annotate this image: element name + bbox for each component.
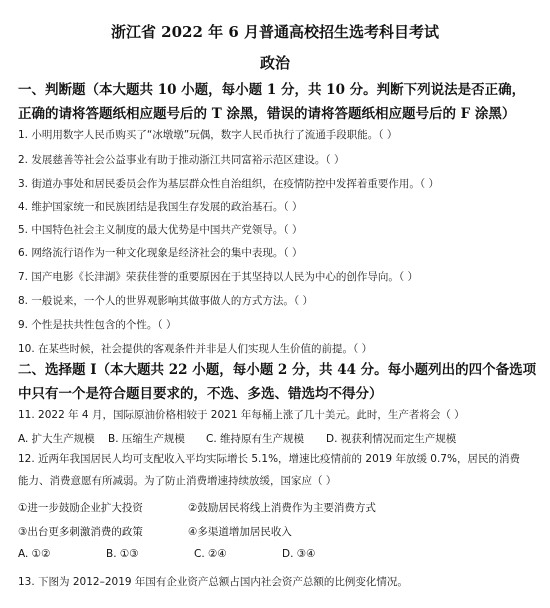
q12-choices-row1	[18, 500, 376, 515]
section1-heading: 一、判断题（本大题共 10 小题，每小题 1 分，共 10 分。判断下列说法是否正确，正确的请将答题纸相应题号后的 T 涂黑，错误的请将答题纸相应题号后的 F 涂黑）	[18, 82, 526, 122]
question-item: 8. 一般说来，一个人的世界观影响其做事做人的方式方法。（ ）	[18, 295, 313, 307]
q12-choices-row2	[18, 524, 292, 539]
question-item: 3. 街道办事处和居民委员会作为基层群众性自治组织，在疫情防控中发挥着重要作用。（ ）	[18, 178, 439, 190]
option-a: A. ①②	[18, 548, 51, 560]
question-item: 1. 小明用数字人民币购买了“冰墩墩”玩偶，数字人民币执行了流通手段职能。（ ）	[18, 129, 398, 141]
option-c: C. 维持原有生产规模	[206, 433, 305, 445]
option-a: A. 扩大生产规模	[18, 433, 95, 445]
exam-title: 浙江省 2022 年 6 月普通高校招生选考科目考试	[110, 23, 440, 41]
section2-heading: 二、选择题 I（本大题共 22 小题，每小题 2 分，共 44 分。每小题列出的四个备选项中只有一个是符合题目要求的，不选、多选、错选均不得分）	[18, 362, 537, 402]
question-item: 4. 维护国家统一和民族团结是我国生存发展的政治基石。（ ）	[18, 201, 303, 213]
choice-4: ④多渠道增加居民收入	[188, 526, 292, 538]
q12-stem: 12. 近两年我国居民人均可支配收入平均实际增长 5.1%，增速比疫情前的 2019 年放缓 0.7%，居民的消费能力、消费意愿有所减弱。为了防止消费增速持续放缓，国家应（ ）	[18, 453, 520, 487]
question-item: 10. 在某些时候，社会提供的客观条件并非是人们实现人生价值的前提。（ ）	[18, 343, 373, 355]
question-item: 5. 中国特色社会主义制度的最大优势是中国共产党领导。（ ）	[18, 224, 303, 236]
q13-stem: 13. 下图为 2012–2019 年国有企业资产总额占国内社会资产总额的比例变化情况。	[18, 576, 408, 588]
choice-3: ③出台更多刺激消费的政策	[18, 526, 143, 538]
choice-1: ①进一步鼓励企业扩大投资	[18, 502, 143, 514]
question-item: 6. 网络流行语作为一种文化现象是经济社会的集中表现。（ ）	[18, 247, 303, 259]
question-item: 7. 国产电影《长津湖》荣获佳誉的重要原因在于其坚持以人民为中心的创作导向。（ ）	[18, 271, 418, 283]
option-c: C. ②④	[194, 548, 227, 560]
option-b: B. ①③	[106, 548, 139, 560]
q11-options	[18, 431, 456, 446]
option-d: D. ③④	[282, 548, 316, 560]
q12-options	[18, 548, 316, 560]
subject-title: 政治	[259, 54, 290, 72]
question-item: 9. 个性是扶共性包含的个性。（ ）	[18, 319, 177, 331]
option-b: B. 压缩生产规模	[108, 433, 185, 445]
choice-2: ②鼓励居民将线上消费作为主要消费方式	[188, 502, 376, 514]
question-item: 2. 发展慈善等社会公益事业有助于推动浙江共同富裕示范区建设。（ ）	[18, 154, 345, 166]
q11-stem: 11. 2022 年 4 月，国际原油价格相较于 2021 年每桶上涨了几十美元。此时，生产者将会（ ）	[18, 409, 465, 421]
option-d: D. 视获利情况而定生产规模	[326, 433, 457, 445]
